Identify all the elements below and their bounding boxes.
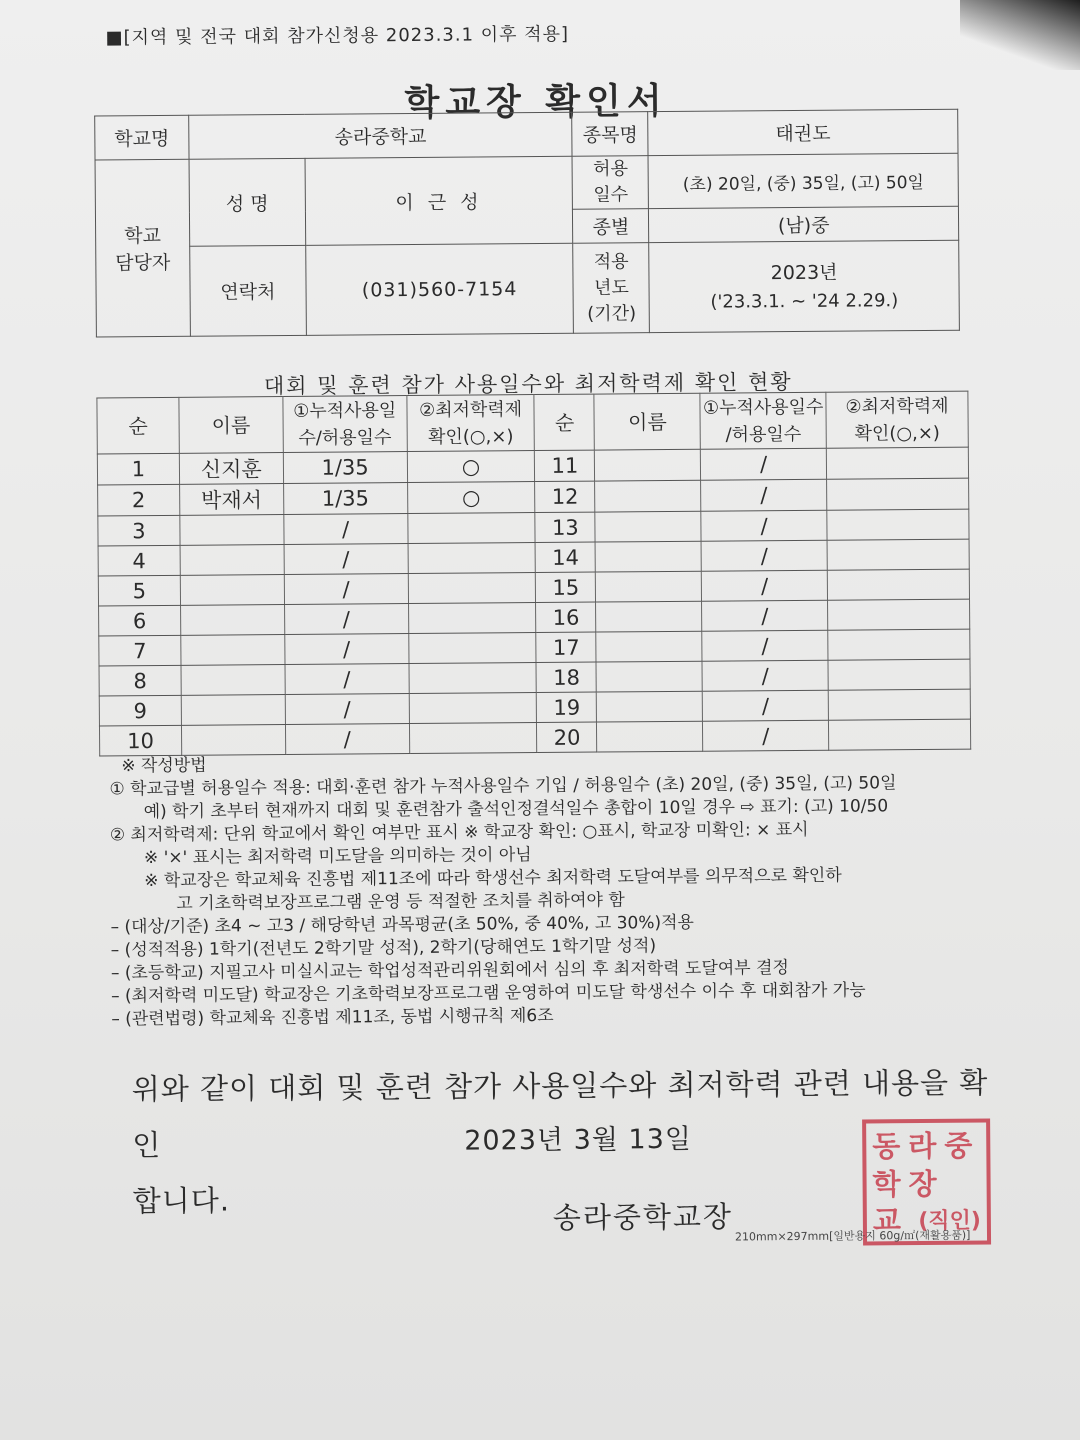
row-number-right: 18 (536, 662, 596, 692)
header-days-right-line2: /허용일수 (725, 423, 802, 446)
academic-check-right (827, 478, 969, 510)
row-number-right: 20 (537, 722, 597, 752)
student-name (180, 575, 284, 606)
instruction-line: ※ 학교장은 학교체육 진흥법 제11조에 따라 학생선수 최저학력 도달여부를 의무적으로 확인하 (144, 865, 842, 892)
header-check-right-line2: 확인(○,×) (854, 422, 940, 445)
header-days-right (700, 392, 826, 449)
academic-check (408, 633, 536, 664)
days-used-right: / (701, 479, 827, 511)
days-used-right: / (702, 660, 828, 691)
student-name (181, 695, 285, 726)
student-name (181, 635, 285, 666)
academic-check: ○ (407, 482, 535, 514)
row-number: 5 (98, 575, 180, 606)
academic-check-right (828, 659, 970, 690)
student-name: 박재서 (179, 484, 283, 516)
days-used-right: / (702, 690, 828, 721)
days-used: / (285, 664, 409, 695)
academic-check (407, 513, 535, 544)
student-name (181, 725, 285, 756)
days-used-right: / (702, 630, 828, 661)
row-number: 3 (98, 515, 180, 546)
header-check-right (826, 391, 968, 448)
row-number: 6 (99, 605, 181, 636)
instruction-line: – (최저학력 미도달) 학교장은 기초학력보장프로그램 운영하여 미도달 학생선수 이수 후 대회참가 가능 (111, 980, 866, 1007)
row-number-right: 12 (535, 481, 595, 512)
days-used-right: / (701, 510, 827, 541)
manager-label-line1: 학교 (124, 224, 162, 248)
days-used: / (285, 694, 409, 725)
student-name-right (595, 449, 701, 481)
academic-check (408, 543, 536, 574)
days-used: 1/35 (283, 483, 407, 515)
allowed-days-value: (초) 20일, (중) 35일, (고) 50일 (648, 153, 958, 208)
header-check-line1: ②최저학력제 (418, 398, 523, 421)
name-value: 이 근 성 (305, 156, 573, 245)
instructions-heading: ※ 작성방법 (121, 755, 207, 777)
header-check (407, 395, 535, 452)
row-number-right: 13 (535, 512, 595, 542)
student-name-right (597, 691, 703, 722)
manager-label-line2: 담당자 (115, 251, 171, 275)
gender-label: 종별 (573, 209, 649, 244)
seal-glyph: 장 (908, 1166, 937, 1202)
student-name: 신지훈 (179, 453, 283, 485)
student-name (180, 515, 284, 546)
form-header: ■[지역 및 전국 대회 참가신청용 2023.3.1 이후 적용] (105, 23, 570, 49)
roster-title: 대회 및 훈련 참가 사용일수와 최저학력제 확인 현황 (263, 370, 793, 399)
row-number: 8 (99, 665, 181, 696)
row-number-right: 11 (535, 450, 595, 481)
student-name-right (596, 631, 702, 662)
year-label-line1: 적용 (593, 250, 629, 273)
document-title: 학교장 확인서 (404, 80, 668, 125)
academic-check (409, 663, 537, 694)
instruction-line: – (초등학교) 지필고사 미실시교는 학업성적관리위원회에서 심의 후 최저학력 도달여부 결정 (110, 958, 789, 984)
seal-glyph: 중 (944, 1128, 973, 1163)
roster-table (96, 391, 971, 757)
seal-glyph: 학 (872, 1167, 901, 1202)
instruction-line: 예) 학기 초부터 현재까지 대회 및 훈련참가 출석인정결석일수 총합이 10일 경우 ⇨ 표기: (고) 10/50 (143, 796, 889, 823)
days-used: / (285, 724, 409, 755)
days-used-right: / (703, 720, 829, 751)
academic-check-right (828, 689, 970, 720)
header-check-line2: 확인(○,×) (428, 425, 514, 448)
academic-check-right (826, 447, 968, 479)
student-name-right (597, 721, 703, 752)
paper-spec: 210mm×297mm[일반용지 60g/㎡(재활용품)] (734, 1228, 971, 1244)
student-name-right (595, 511, 701, 542)
academic-check-right (827, 569, 969, 600)
academic-check-right (828, 629, 970, 660)
gender-value: (남)중 (649, 206, 959, 242)
instruction-line: – (대상/기준) 초4 ~ 고3 / 해당학년 과목평균(초 50%, 중 40%, 고 30%)적용 (110, 912, 695, 938)
seal-glyph: 교 (872, 1203, 902, 1238)
student-name (180, 605, 284, 636)
days-used: 1/35 (283, 452, 407, 484)
days-used: / (285, 634, 409, 665)
school-label: 학교명 (95, 115, 189, 160)
row-number-right: 15 (536, 572, 596, 602)
instruction-line: – (성적적용) 1학기(전년도 2학기말 성적), 2학기(당해연도 1학기말 성적) (110, 936, 657, 961)
instruction-line: – (관련법령) 학교체육 진흥법 제11조, 동법 시행규칙 제6조 (111, 1005, 554, 1030)
row-number: 9 (99, 695, 181, 726)
declaration-line2: 합니다. (132, 1183, 231, 1219)
name-label: 성 명 (189, 158, 306, 246)
academic-check: ○ (407, 451, 535, 483)
instruction-line: ② 최저학력제: 단위 학교에서 확인 여부만 표시 ※ 학교장 확인: ○표시, 학교장 미확인: × 표시 (109, 819, 809, 846)
year-label (573, 243, 650, 334)
student-name (180, 545, 284, 576)
school-value: 송라중학교 (189, 112, 573, 159)
row-number-right: 19 (537, 692, 597, 722)
info-table (94, 109, 960, 338)
days-used: / (284, 604, 408, 635)
student-name-right (596, 601, 702, 632)
year-value-text: 2023년 (770, 261, 838, 284)
header-no: 순 (97, 397, 179, 454)
row-number: 4 (98, 545, 180, 576)
student-name (181, 665, 285, 696)
academic-check-right (827, 539, 969, 570)
student-name-right (596, 571, 702, 602)
student-name-right (595, 541, 701, 572)
academic-check (408, 573, 536, 604)
instruction-line: ※ '×' 표시는 최저학력 미도달을 의미하는 것이 아님 (143, 845, 532, 869)
allowed-label-line2: 일수 (593, 184, 629, 206)
year-value (649, 240, 959, 332)
manager-label (95, 159, 190, 337)
student-name-right (595, 480, 701, 512)
days-used-right: / (702, 570, 828, 601)
header-days-right-line1: ①누적사용일수 (702, 396, 824, 419)
academic-check (409, 693, 537, 724)
header-check-right-line1: ②최저학력제 (845, 395, 949, 418)
contact-value: (031)560-7154 (305, 243, 573, 335)
instructions (109, 748, 991, 1031)
days-used: / (284, 514, 408, 545)
header-days-line1: ①누적사용일 (293, 399, 397, 422)
academic-check-right (829, 719, 971, 750)
header-name-right: 이름 (594, 393, 700, 450)
academic-check-right (828, 599, 970, 630)
header-no-right: 순 (534, 394, 594, 450)
allowed-days-label (572, 156, 648, 210)
seal-glyph: 라 (908, 1128, 937, 1164)
student-name-right (596, 661, 702, 692)
row-number: 7 (99, 635, 181, 666)
instruction-line: ① 학교급별 허용일수 적용: 대회·훈련 참가 누적사용일수 기입 / 허용일수 (초) 20일, (중) 35일, (고) 50일 (109, 773, 897, 800)
seal-glyph: 동 (872, 1129, 901, 1164)
academic-check-right (827, 509, 969, 540)
row-number-right: 16 (536, 602, 596, 632)
seal-role: (직인) (918, 1208, 981, 1235)
sport-label: 종목명 (572, 112, 648, 157)
allowed-label-line1: 허용 (593, 158, 628, 180)
row-number-right: 17 (536, 632, 596, 662)
days-used: / (284, 574, 408, 605)
days-used: / (284, 544, 408, 575)
row-number-right: 14 (536, 542, 596, 572)
issue-date: 2023년 3월 13일 (464, 1123, 693, 1157)
academic-check (409, 723, 537, 754)
academic-check (408, 603, 536, 634)
instruction-line: 고 기초학력보장프로그램 운영 등 적절한 조치를 취하여야 함 (176, 890, 625, 914)
header-days-line2: 수/허용일수 (298, 426, 392, 449)
row-number: 10 (99, 725, 181, 756)
row-number: 2 (98, 484, 180, 516)
row-number: 1 (97, 453, 179, 485)
year-label-line3: (기간) (587, 302, 637, 325)
year-label-line2: 년도 (593, 276, 629, 299)
period-value-text: ('23.3.1. ~ '24 2.29.) (710, 289, 899, 313)
days-used-right: / (702, 600, 828, 631)
declaration-line1: 위와 같이 대회 및 훈련 참가 사용일수와 최저학력 관련 내용을 확인 (131, 1065, 989, 1163)
principal-signature-line: 송라중학교장 (552, 1199, 734, 1235)
sport-value: 태권도 (648, 109, 958, 155)
days-used-right: / (701, 448, 827, 480)
header-days (283, 396, 407, 453)
contact-label: 연락처 (190, 245, 307, 336)
days-used-right: / (701, 540, 827, 571)
header-name: 이름 (179, 397, 283, 454)
